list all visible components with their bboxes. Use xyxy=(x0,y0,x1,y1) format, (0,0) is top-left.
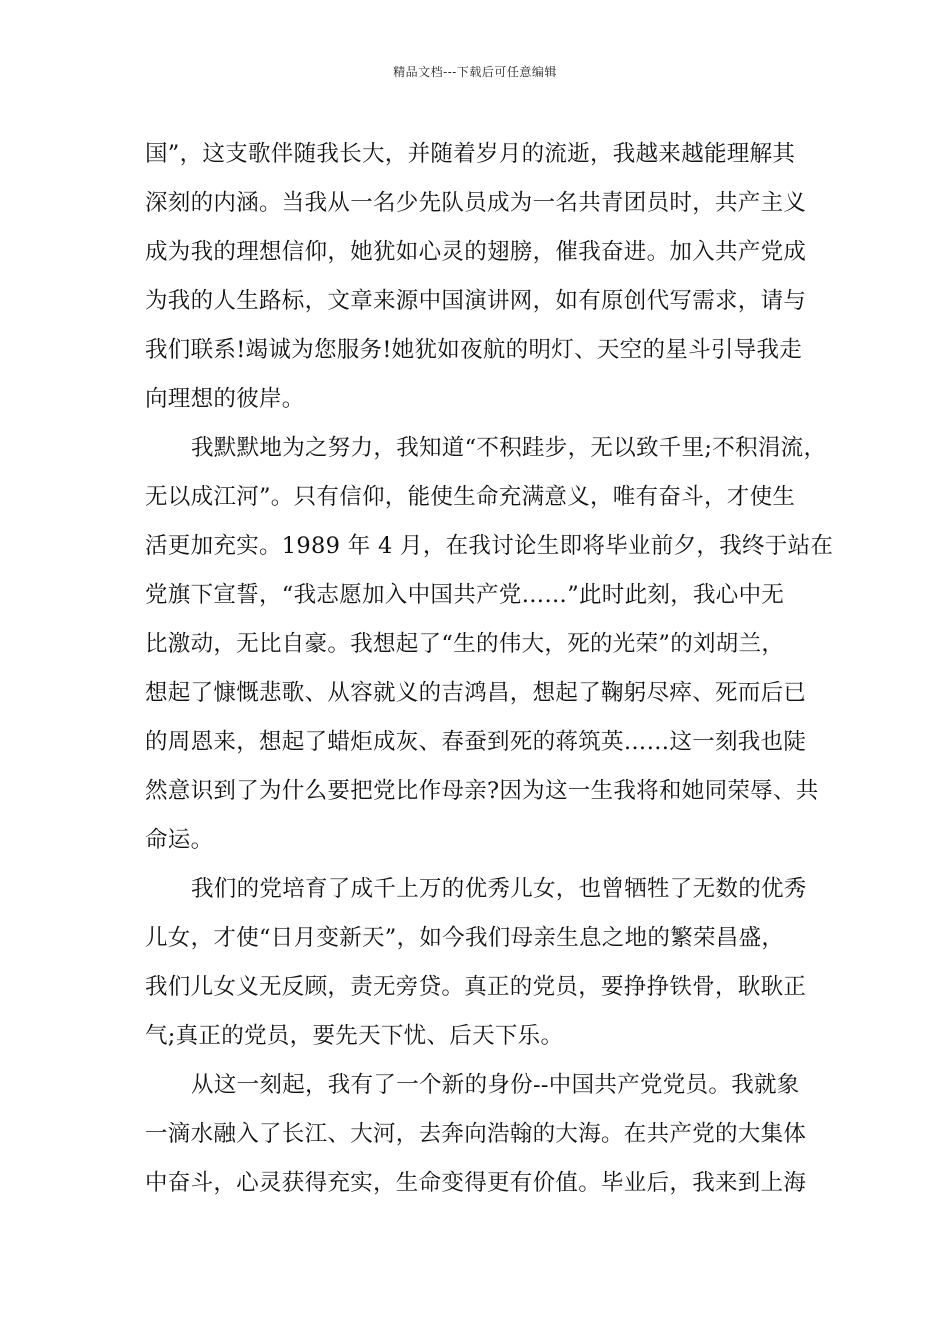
text-line: 成为我的理想信仰，她犹如心灵的翅膀，催我奋进。加入共产党成 xyxy=(145,239,807,265)
text-line: 从这一刻起，我有了一个新的身份--中国共产党党员。我就象 xyxy=(191,1072,800,1098)
text-line: 我们的党培育了成千上万的优秀儿女，也曾牺牲了无数的优秀 xyxy=(191,876,807,902)
text-line: 比激动，无比自豪。我想起了“生的伟大，死的光荣”的刘胡兰， xyxy=(145,631,785,657)
text-line: 的周恩来，想起了蜡炬成灰、春蚕到死的蒋筑英……这一刻我也陡 xyxy=(145,729,807,755)
text-line: 然意识到了为什么要把党比作母亲?因为这一生我将和她同荣辱、共 xyxy=(145,778,819,804)
text-line: 儿女，才使“日月变新天”，如今我们母亲生息之地的繁荣昌盛， xyxy=(145,925,785,951)
text-line: 我默默地为之努力，我知道“不积跬步，无以致千里;不积涓流， xyxy=(191,435,827,461)
text-line: 我们儿女义无反顾，责无旁贷。真正的党员，要挣挣铁骨，耿耿正 xyxy=(145,974,807,1000)
text-line: 为我的人生路标，文章来源中国演讲网，如有原创代写需求，请与 xyxy=(145,288,807,314)
text-line: 活更加充实。1989 年 4 月，在我讨论生即将毕业前夕，我终于站在 xyxy=(145,533,834,559)
text-line: 深刻的内涵。当我从一名少先队员成为一名共青团员时，共产主义 xyxy=(145,190,807,216)
text-line: 向理想的彼岸。 xyxy=(145,386,305,412)
page-header: 精品文档---下载后可任意编辑 xyxy=(393,65,557,79)
text-line: 无以成江河”。只有信仰，能使生命充满意义，唯有奋斗，才使生 xyxy=(145,484,796,510)
document-body xyxy=(145,130,834,1208)
text-line: 想起了慷慨悲歌、从容就义的吉鸿昌，想起了鞠躬尽瘁、死而后已 xyxy=(145,680,807,706)
text-line: 国”，这支歌伴随我长大，并随着岁月的流逝，我越来越能理解其 xyxy=(145,141,796,167)
text-line: 命运。 xyxy=(145,827,214,853)
text-line: 一滴水融入了长江、大河，去奔向浩翰的大海。在共产党的大集体 xyxy=(145,1121,807,1147)
text-line: 中奋斗，心灵获得充实，生命变得更有价值。毕业后，我来到上海 xyxy=(145,1170,807,1196)
text-line: 我们联系!竭诚为您服务!她犹如夜航的明灯、天空的星斗引导我走 xyxy=(145,337,803,363)
text-line: 党旗下宣誓，“我志愿加入中国共产党……”此时此刻，我心中无 xyxy=(145,582,785,608)
text-line: 气;真正的党员，要先天下忧、后天下乐。 xyxy=(145,1023,564,1049)
